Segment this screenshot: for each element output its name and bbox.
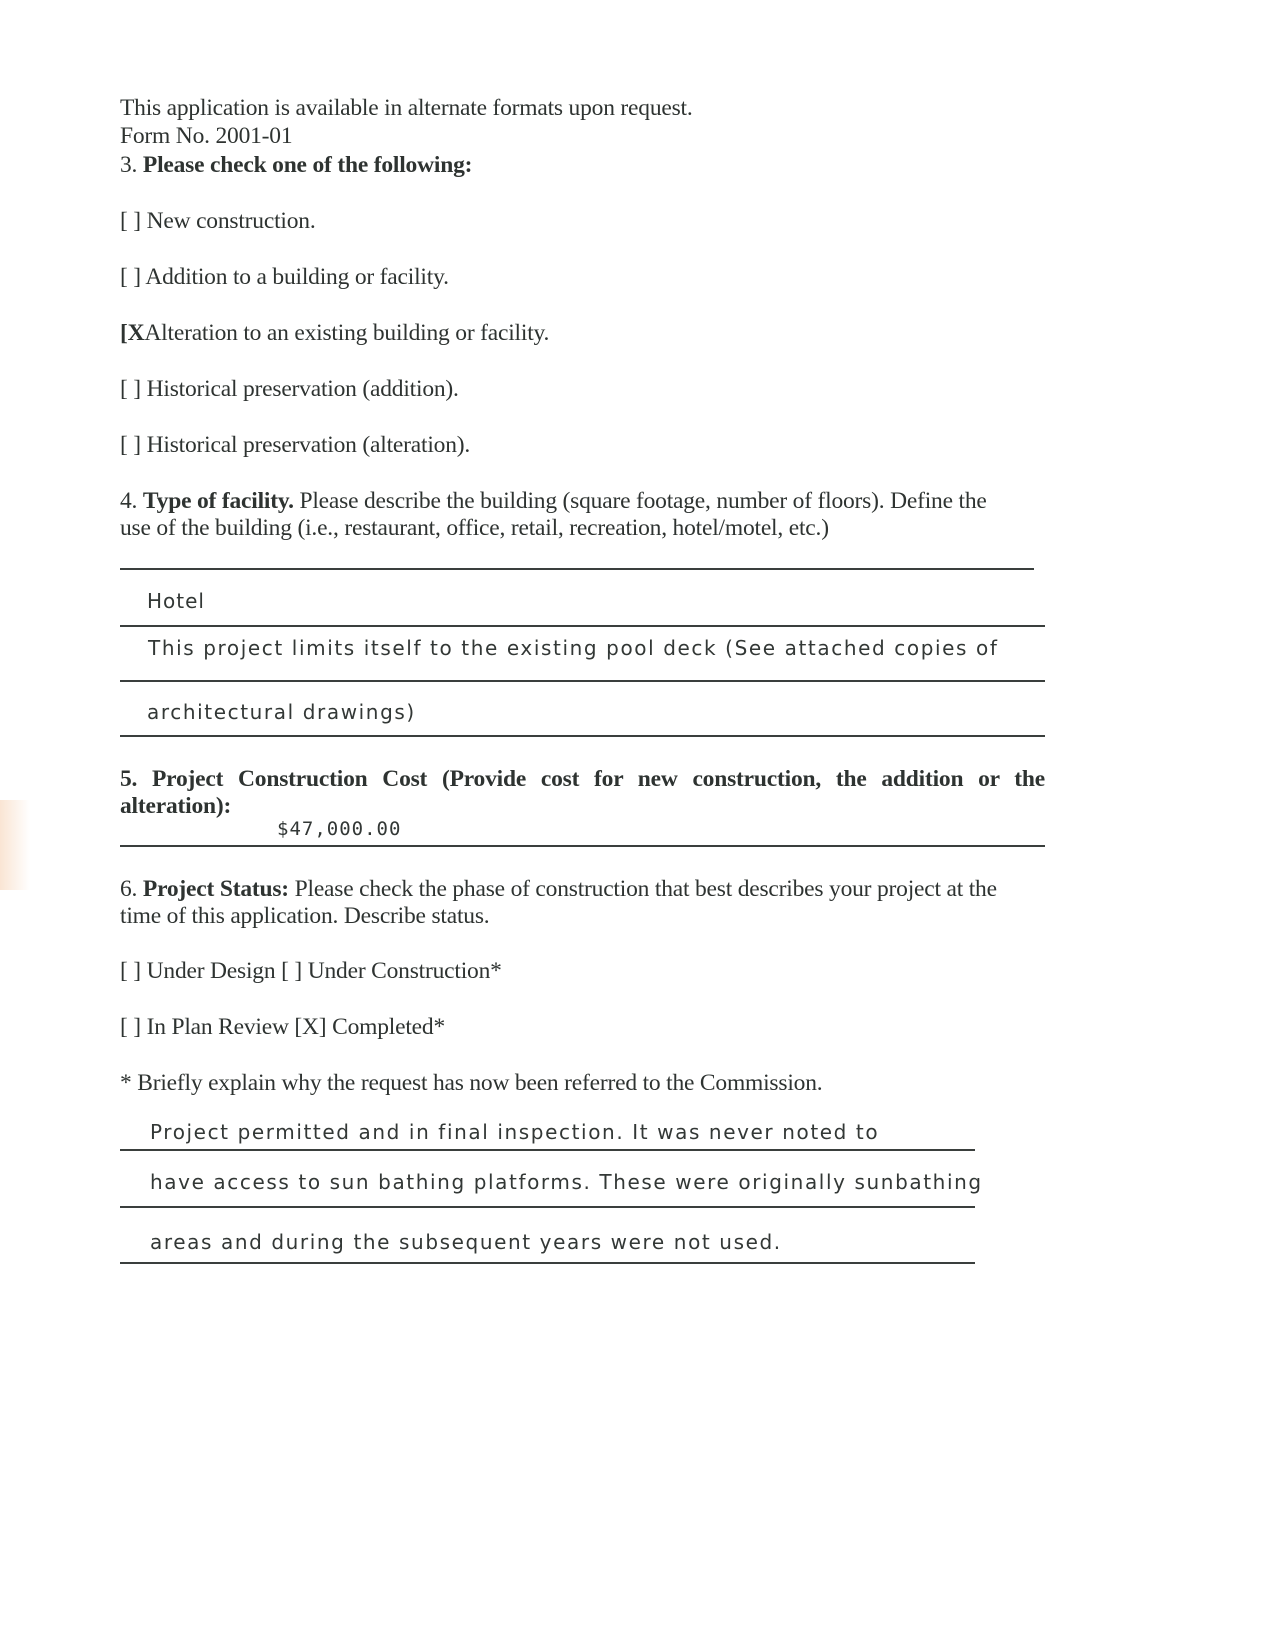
section3-heading	[120, 152, 472, 179]
answer-line	[120, 625, 1045, 627]
section3-number: 3.	[120, 152, 138, 178]
checkbox-addition[interactable]: [ ]	[120, 264, 141, 290]
option-label: Historical preservation (alteration).	[146, 432, 471, 458]
option-historical-addition[interactable]	[120, 376, 459, 403]
section4-description: Please describe the building (square footage, number of floors). Define the	[299, 488, 987, 514]
answer-line	[120, 568, 1034, 570]
checkbox-alteration-checked[interactable]: [X	[120, 320, 145, 346]
section3-title: Please check one of the following:	[142, 152, 473, 178]
status-label-under-design: Under Design	[146, 958, 276, 984]
status-label-in-plan-review: In Plan Review	[146, 1014, 289, 1040]
option-label: New construction.	[146, 208, 316, 234]
answer-line	[120, 735, 1045, 737]
availability-note: This application is available in alternate formats upon request.	[120, 95, 693, 121]
section5-line1	[120, 766, 1045, 793]
section5-title: Project Construction Cost (Provide cost for new construction, the addition or the	[152, 766, 1045, 792]
option-label: Historical preservation (addition).	[146, 376, 459, 402]
option-label: Alteration to an existing building or facility.	[144, 320, 550, 346]
answer-line	[120, 1149, 975, 1151]
option-label: Addition to a building or facility.	[145, 264, 449, 290]
section6-line1	[120, 876, 1045, 903]
facility-description-line2[interactable]: architectural drawings)	[147, 700, 416, 724]
answer-line	[120, 1262, 975, 1264]
section6-description: Please check the phase of construction that best describes your project at the	[294, 876, 997, 902]
option-addition[interactable]	[120, 264, 449, 291]
answer-line	[120, 680, 1045, 682]
explanation-line2[interactable]: have access to sun bathing platforms. These were originally sunbathing	[150, 1170, 983, 1194]
explain-prompt: * Briefly explain why the request has now been referred to the Commission.	[120, 1070, 823, 1096]
answer-line	[120, 1206, 975, 1208]
checkbox-completed-checked[interactable]: [X]	[294, 1014, 327, 1040]
option-historical-alteration[interactable]	[120, 432, 470, 459]
explanation-line1[interactable]: Project permitted and in final inspection. It was never noted to	[150, 1120, 880, 1144]
option-alteration[interactable]	[120, 320, 549, 347]
section6-number: 6.	[120, 876, 138, 902]
checkbox-historical-addition[interactable]: [ ]	[120, 376, 141, 402]
section4-line1	[120, 488, 1045, 515]
section6-title: Project Status:	[142, 876, 289, 902]
section5-line2: alteration):	[120, 793, 232, 819]
section4-number: 4.	[120, 488, 138, 514]
status-label-under-construction: Under Construction*	[307, 958, 502, 984]
checkbox-historical-alteration[interactable]: [ ]	[120, 432, 141, 458]
checkbox-under-construction[interactable]: [ ]	[281, 958, 303, 984]
facility-type-answer[interactable]: Hotel	[147, 589, 205, 613]
checkbox-in-plan-review[interactable]: [ ]	[120, 1014, 141, 1040]
section6-line2: time of this application. Describe status.	[120, 903, 490, 929]
explanation-line3[interactable]: areas and during the subsequent years were not used.	[150, 1230, 782, 1254]
answer-line	[120, 845, 1045, 847]
status-row-1	[120, 958, 502, 985]
construction-cost-value[interactable]: $47,000.00	[277, 818, 402, 840]
form-number: Form No. 2001-01	[120, 123, 293, 149]
section4-title: Type of facility.	[142, 488, 294, 514]
section5-number: 5.	[120, 766, 138, 792]
option-new-construction[interactable]	[120, 208, 316, 235]
status-label-completed: Completed*	[332, 1014, 445, 1040]
status-row-2	[120, 1014, 445, 1041]
section4-line2: use of the building (i.e., restaurant, office, retail, recreation, hotel/motel, etc.)	[120, 515, 829, 541]
checkbox-under-design[interactable]: [ ]	[120, 958, 141, 984]
checkbox-new-construction[interactable]: [ ]	[120, 208, 141, 234]
facility-description-line1[interactable]: This project limits itself to the existing pool deck (See attached copies of	[148, 636, 999, 660]
scan-stain	[0, 800, 30, 890]
